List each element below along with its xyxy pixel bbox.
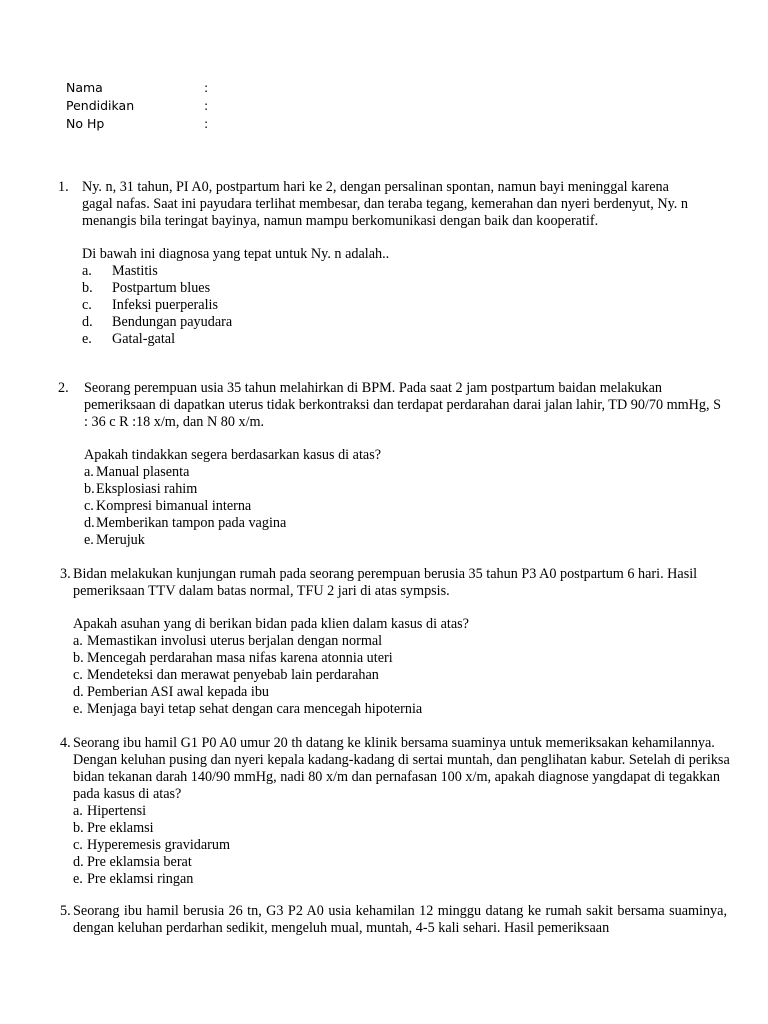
option-letter: b. <box>73 650 84 666</box>
question-stem: Seorang ibu hamil G1 P0 A0 umur 20 th datang ke klinik bersama suaminya untuk memeriksakan kehamilannya. Dengan keluhan pusing dan nyeri kepala kadang-kadang di sertai muntah, dan penglihatan kabur. Setelah di periksa bidan tekanan darah 140/90 mmHg, nadi 80 x/m dan pernafasan 100 x/m, apakah diagnose yangdapat di tegakkan pada kasus di atas? <box>73 735 730 802</box>
question-number: 3. <box>60 566 71 582</box>
question-body <box>73 903 727 937</box>
option-text: Mencegah perdarahan masa nifas karena atonnia uteri <box>87 650 393 666</box>
option-text: Bendungan payudara <box>112 314 233 330</box>
option-b <box>73 820 733 837</box>
option-a <box>73 803 733 820</box>
option-d <box>82 314 698 331</box>
option-e <box>73 701 733 718</box>
question-stem: Seorang perempuan usia 35 tahun melahirkan di BPM. Pada saat 2 jam postpartum baidan melakukan pemeriksaan di dapatkan uterus tidak berkontraksi dan terdapat perdarahan darai jalan lahir, TD 90/70 mmHg, S : 36 c R :18 x/m, dan N 80 x/m. <box>84 380 722 430</box>
option-letter: e. <box>82 331 92 347</box>
option-d <box>73 684 733 701</box>
question-prompt: Apakah asuhan yang di berikan bidan pada klien dalam kasus di atas? <box>73 616 469 632</box>
option-text: Kompresi bimanual interna <box>96 498 252 514</box>
question-stem: Ny. n, 31 tahun, PI A0, postpartum hari ke 2, dengan persalinan spontan, namun bayi meninggal karena gagal nafas. Saat ini payudara terlihat membesar, dan teraba tegang, kemerahan dan nyeri berdenyut, Ny. n menangis bila teringat bayinya, namun mampu berkomunikasi dengan baik dan kooperatif. <box>82 179 688 229</box>
option-list <box>73 803 733 888</box>
field-label: Pendidikan <box>66 98 135 113</box>
option-list <box>82 263 698 348</box>
header-field-no-hp <box>66 115 208 133</box>
option-text: Hipertensi <box>87 803 147 819</box>
option-letter: c. <box>84 498 94 514</box>
option-letter: a. <box>82 263 92 279</box>
option-b <box>84 481 724 498</box>
header-field-nama <box>66 79 208 97</box>
option-letter: b. <box>82 280 93 296</box>
option-d <box>73 854 733 871</box>
option-letter: a. <box>73 633 83 649</box>
option-e <box>82 331 698 348</box>
field-separator: : <box>204 116 209 131</box>
option-c <box>73 667 733 684</box>
question-number: 1. <box>58 179 69 195</box>
option-e <box>73 871 733 888</box>
option-letter: a. <box>84 464 94 480</box>
option-a <box>73 633 733 650</box>
question-number: 2. <box>58 380 69 396</box>
option-a <box>82 263 698 280</box>
option-d <box>84 515 724 532</box>
option-letter: c. <box>73 837 83 853</box>
question-body <box>73 735 733 888</box>
field-separator: : <box>204 80 209 95</box>
option-letter: a. <box>73 803 83 819</box>
option-letter: e. <box>84 532 94 548</box>
option-text: Mendeteksi dan merawat penyebab lain perdarahan <box>87 667 379 683</box>
header-field-pendidikan <box>66 97 208 115</box>
option-letter: d. <box>84 515 95 531</box>
option-letter: d. <box>73 684 84 700</box>
option-text: Pemberian ASI awal kepada ibu <box>87 684 270 700</box>
field-label: No Hp <box>66 116 105 131</box>
option-letter: e. <box>73 871 83 887</box>
field-label: Nama <box>66 80 103 95</box>
option-text: Merujuk <box>96 532 145 548</box>
question-body <box>84 380 724 549</box>
option-text: Infeksi puerperalis <box>112 297 218 313</box>
option-text: Memberikan tampon pada vagina <box>96 515 287 531</box>
question-stem: Seorang ibu hamil berusia 26 tn, G3 P2 A0 usia kehamilan 12 minggu datang ke rumah sakit bersama suaminya, dengan keluhan perdarhan sedikit, mengeluh mual, muntah, 4-5 kali sehari. Hasil pemeriksaan <box>73 903 727 936</box>
option-list <box>84 464 724 549</box>
option-text: Pre eklamsia berat <box>87 854 192 870</box>
option-letter: c. <box>82 297 92 313</box>
option-list <box>73 633 733 718</box>
question-prompt: Di bawah ini diagnosa yang tepat untuk Ny. n adalah.. <box>82 246 390 262</box>
field-separator: : <box>204 98 209 113</box>
option-text: Manual plasenta <box>96 464 190 480</box>
option-text: Pre eklamsi <box>87 820 154 836</box>
question-number: 4. <box>60 735 71 751</box>
option-text: Hyperemesis gravidarum <box>87 837 231 853</box>
option-c <box>73 837 733 854</box>
option-text: Memastikan involusi uterus berjalan dengan normal <box>87 633 383 649</box>
option-text: Eksplosiasi rahim <box>96 481 198 497</box>
question-prompt: Apakah tindakkan segera berdasarkan kasus di atas? <box>84 447 382 463</box>
option-a <box>84 464 724 481</box>
option-text: Postpartum blues <box>112 280 211 296</box>
option-text: Pre eklamsi ringan <box>87 871 194 887</box>
question-body <box>82 179 698 348</box>
question-number: 5. <box>60 903 71 919</box>
option-letter: c. <box>73 667 83 683</box>
option-c <box>82 297 698 314</box>
option-e <box>84 532 724 549</box>
option-letter: d. <box>73 854 84 870</box>
option-text: Gatal-gatal <box>112 331 176 347</box>
option-b <box>82 280 698 297</box>
option-text: Mastitis <box>112 263 158 279</box>
option-letter: d. <box>82 314 93 330</box>
question-stem: Bidan melakukan kunjungan rumah pada seorang perempuan berusia 35 tahun P3 A0 postpartum 6 hari. Hasil pemeriksaan TTV dalam batas normal, TFU 2 jari di atas sympsis. <box>73 566 698 599</box>
option-text: Menjaga bayi tetap sehat dengan cara mencegah hipoternia <box>87 701 423 717</box>
option-c <box>84 498 724 515</box>
option-letter: b. <box>73 820 84 836</box>
question-body <box>73 566 733 718</box>
option-b <box>73 650 733 667</box>
option-letter: b. <box>84 481 95 497</box>
option-letter: e. <box>73 701 83 717</box>
